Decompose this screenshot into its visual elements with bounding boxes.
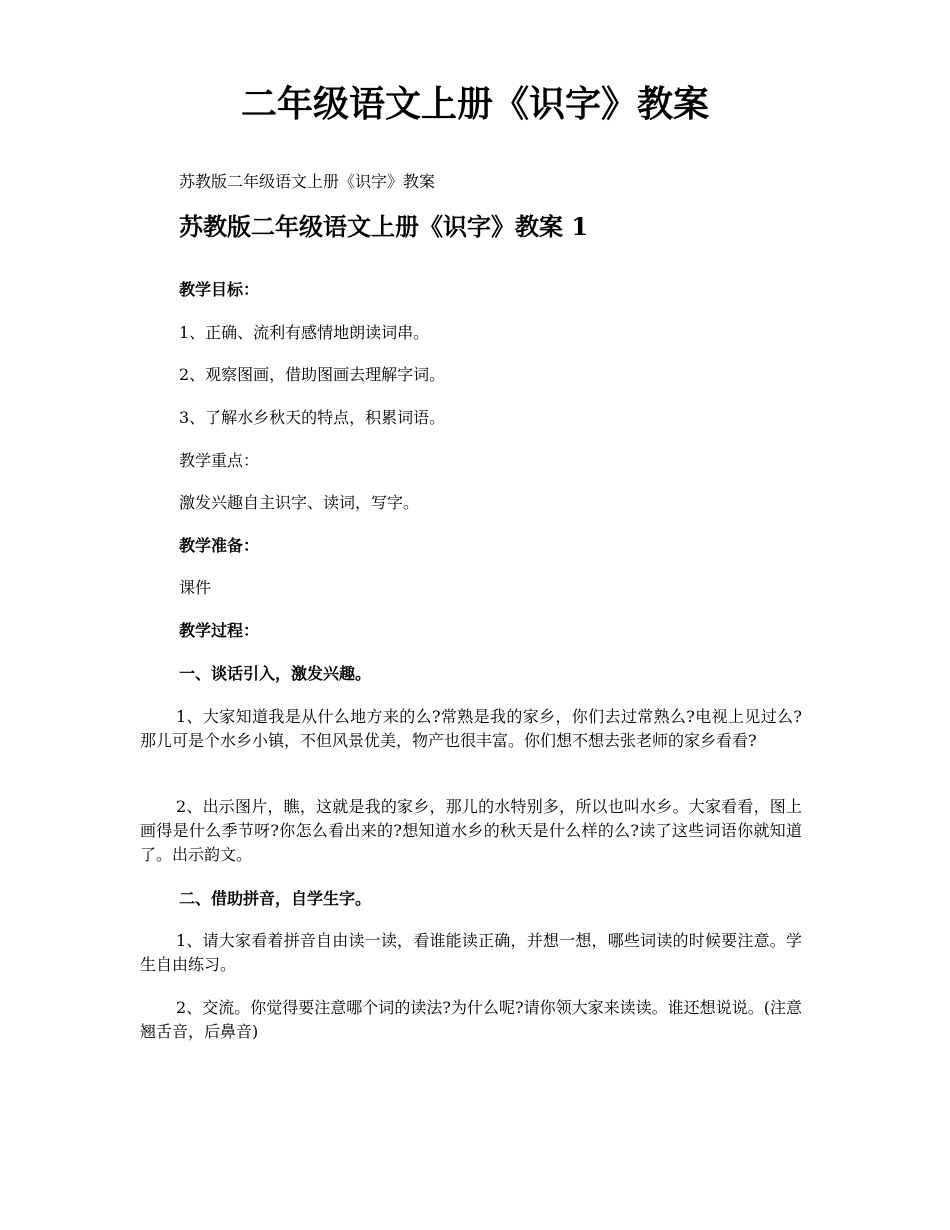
section-2-title: 二、借助拼音，自学生字。: [179, 889, 372, 908]
prep-text: 课件: [179, 578, 212, 597]
focus-text: 激发兴趣自主识字、读词，写字。: [179, 493, 420, 512]
section-1-paragraph-1: 1、大家知道我是从什么地方来的么?常熟是我的家乡，你们去过常熟么?电视上见过么?那儿可是个水乡小镇，不但风景优美，物产也很丰富。你们想不想去张老师的家乡看看?: [140, 707, 802, 750]
focus-label: 教学重点：: [179, 451, 260, 470]
section-2-paragraph-1: 1、请大家看着拼音自由读一读，看谁能读正确，并想一想，哪些词读的时候要注意。学生自由练习。: [140, 931, 802, 974]
process-label: 教学过程：: [179, 621, 260, 640]
prep-label: 教学准备：: [179, 536, 260, 555]
document-subtitle: 苏教版二年级语文上册《识字》教案: [179, 172, 436, 191]
section-1-title: 一、谈话引入，激发兴趣。: [179, 664, 372, 683]
goal-item-1: 1、正确、流利有感情地朗读词串。: [179, 323, 430, 342]
goal-item-2: 2、观察图画，借助图画去理解字词。: [179, 365, 446, 384]
lesson-heading: 苏教版二年级语文上册《识字》教案 1: [179, 212, 589, 241]
document-title: 二年级语文上册《识字》教案: [240, 83, 709, 125]
section-1-paragraph-2: 2、出示图片，瞧，这就是我的家乡，那儿的水特别多，所以也叫水乡。大家看看，图上画得是什么季节呀?你怎么看出来的?想知道水乡的秋天是什么样的么?读了这些词语你就知道了。出示韵文。: [140, 797, 802, 864]
goal-item-3: 3、了解水乡秋天的特点，积累词语。: [179, 408, 446, 427]
section-2-paragraph-2: 2、交流。你觉得要注意哪个词的读法?为什么呢?请你领大家来读读。谁还想说说。(注意翘舌音，后鼻音): [140, 998, 802, 1041]
goals-label: 教学目标：: [179, 280, 260, 299]
